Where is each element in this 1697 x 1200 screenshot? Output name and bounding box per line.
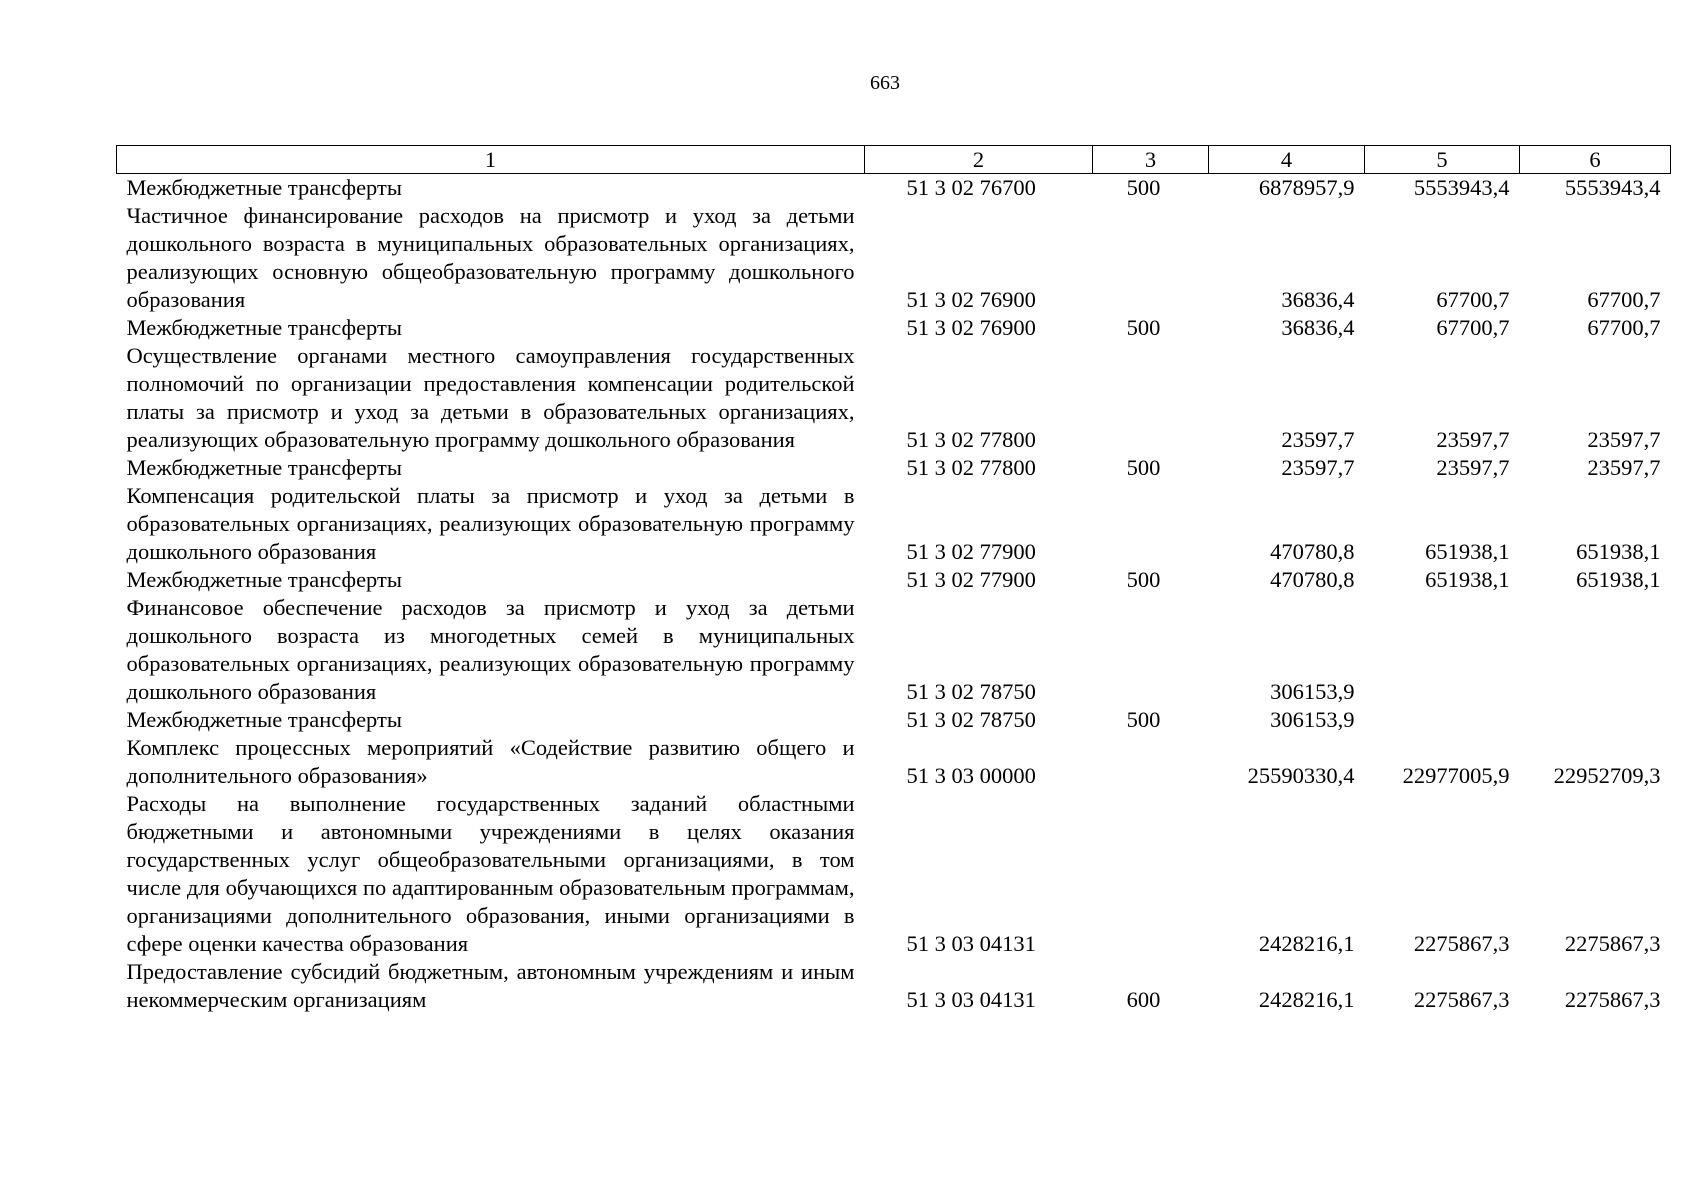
amount-col-5: 67700,7 xyxy=(1436,315,1510,340)
table-row xyxy=(117,734,1671,790)
amount-col-6: 22952709,3 xyxy=(1553,763,1661,788)
column-header-1: 1 xyxy=(117,146,865,174)
amount-col-5: 651938,1 xyxy=(1425,539,1510,564)
target-code: 51 3 03 04131 xyxy=(906,987,1036,1012)
item-name: Межбюджетные трансферты xyxy=(126,567,402,592)
table-body xyxy=(117,174,1671,1015)
item-name: Расходы на выполнение государственных заданий областными бюджетными и автономными учреждениями в целях оказания государственных услуг общеобразовательными организациями, в том числе для обучающихся по адаптированным образовательным программам, организациями дополнительного образования, иными организациями в сфере оценки качества образования xyxy=(126,791,855,956)
amount-col-4: 25590330,4 xyxy=(1247,763,1355,788)
amount-col-4: 470780,8 xyxy=(1270,567,1355,592)
amount-col-4: 23597,7 xyxy=(1281,455,1355,480)
amount-col-4: 2428216,1 xyxy=(1258,987,1355,1012)
amount-col-5: 23597,7 xyxy=(1436,427,1510,452)
expense-type-code xyxy=(1093,342,1209,454)
target-code: 51 3 02 77900 xyxy=(906,539,1036,564)
amount-col-5: 67700,7 xyxy=(1436,287,1510,312)
table-row xyxy=(117,958,1671,1014)
target-code: 51 3 02 76700 xyxy=(906,175,1036,200)
expense-type-code xyxy=(1093,482,1209,566)
target-code: 51 3 02 77800 xyxy=(906,427,1036,452)
amount-col-4: 36836,4 xyxy=(1281,315,1355,340)
expense-type-code: 600 xyxy=(1126,987,1161,1012)
amount-col-6: 651938,1 xyxy=(1576,539,1661,564)
expense-type-code: 500 xyxy=(1126,315,1161,340)
table-row xyxy=(117,594,1671,706)
item-name: Финансовое обеспечение расходов за присмотр и уход за детьми дошкольного возраста из многодетных семей в муниципальных образовательных организациях, реализующих образовательную программу дошкольного образования xyxy=(126,595,855,704)
table-row xyxy=(117,202,1671,314)
amount-col-4: 6878957,9 xyxy=(1258,175,1355,200)
item-name: Межбюджетные трансферты xyxy=(126,315,402,340)
expense-type-code: 500 xyxy=(1126,175,1161,200)
header-row xyxy=(117,146,1671,174)
target-code: 51 3 02 78750 xyxy=(906,707,1036,732)
amount-col-6: 67700,7 xyxy=(1587,287,1661,312)
item-name: Частичное финансирование расходов на присмотр и уход за детьми дошкольного возраста в муниципальных образовательных организациях, реализующих основную общеобразовательную программу дошкольного образования xyxy=(126,203,855,312)
amount-col-4: 36836,4 xyxy=(1281,287,1355,312)
amount-col-6: 2275867,3 xyxy=(1564,931,1661,956)
table-row xyxy=(117,174,1671,203)
amount-col-5 xyxy=(1365,594,1520,706)
expense-type-code: 500 xyxy=(1126,707,1161,732)
expense-type-code xyxy=(1093,594,1209,706)
table-row xyxy=(117,706,1671,734)
column-header-4: 4 xyxy=(1209,146,1365,174)
amount-col-4: 306153,9 xyxy=(1270,679,1355,704)
item-name: Компенсация родительской платы за присмотр и уход за детьми в образовательных организациях, реализующих образовательную программу дошкольного образования xyxy=(126,483,855,564)
amount-col-4: 306153,9 xyxy=(1270,707,1355,732)
amount-col-5: 22977005,9 xyxy=(1402,763,1510,788)
amount-col-6 xyxy=(1520,594,1671,706)
target-code: 51 3 02 77900 xyxy=(906,567,1036,592)
amount-col-5 xyxy=(1365,706,1520,734)
amount-col-5: 651938,1 xyxy=(1425,567,1510,592)
amount-col-5: 5553943,4 xyxy=(1413,175,1510,200)
expense-type-code xyxy=(1093,202,1209,314)
table-row xyxy=(117,454,1671,482)
amount-col-6 xyxy=(1520,706,1671,734)
target-code: 51 3 02 78750 xyxy=(906,679,1036,704)
expense-type-code: 500 xyxy=(1126,567,1161,592)
amount-col-4: 23597,7 xyxy=(1281,427,1355,452)
amount-col-6: 2275867,3 xyxy=(1564,987,1661,1012)
table-row xyxy=(117,566,1671,594)
target-code: 51 3 03 00000 xyxy=(906,763,1036,788)
amount-col-4: 2428216,1 xyxy=(1258,931,1355,956)
target-code: 51 3 03 04131 xyxy=(906,931,1036,956)
budget-table xyxy=(116,145,1671,1014)
item-name: Осуществление органами местного самоуправления государственных полномочий по организации предоставления компенсации родительской платы за присмотр и уход за детьми в образовательных организациях, реализующих образовательную программу дошкольного образования xyxy=(126,343,855,452)
table-row xyxy=(117,342,1671,454)
table-row xyxy=(117,482,1671,566)
target-code: 51 3 02 76900 xyxy=(906,287,1036,312)
column-header-2: 2 xyxy=(865,146,1093,174)
amount-col-5: 23597,7 xyxy=(1436,455,1510,480)
amount-col-5: 2275867,3 xyxy=(1413,987,1510,1012)
expense-type-code xyxy=(1093,790,1209,958)
amount-col-6: 5553943,4 xyxy=(1564,175,1661,200)
expense-type-code xyxy=(1093,734,1209,790)
target-code: 51 3 02 76900 xyxy=(906,315,1036,340)
item-name: Межбюджетные трансферты xyxy=(126,707,402,732)
column-header-5: 5 xyxy=(1365,146,1520,174)
column-header-6: 6 xyxy=(1520,146,1671,174)
amount-col-6: 23597,7 xyxy=(1587,427,1661,452)
item-name: Межбюджетные трансферты xyxy=(126,455,402,480)
table-row xyxy=(117,314,1671,342)
amount-col-6: 67700,7 xyxy=(1587,315,1661,340)
amount-col-6: 23597,7 xyxy=(1587,455,1661,480)
table-row xyxy=(117,790,1671,958)
column-header-3: 3 xyxy=(1093,146,1209,174)
item-name: Предоставление субсидий бюджетным, автономным учреждениям и иным некоммерческим организациям xyxy=(126,959,855,1012)
amount-col-4: 470780,8 xyxy=(1270,539,1355,564)
target-code: 51 3 02 77800 xyxy=(906,455,1036,480)
page-number: 663 xyxy=(870,72,900,94)
amount-col-6: 651938,1 xyxy=(1576,567,1661,592)
amount-col-5: 2275867,3 xyxy=(1413,931,1510,956)
item-name: Межбюджетные трансферты xyxy=(126,175,402,200)
expense-type-code: 500 xyxy=(1126,455,1161,480)
item-name: Комплекс процессных мероприятий «Содействие развитию общего и дополнительного образования» xyxy=(126,735,855,788)
